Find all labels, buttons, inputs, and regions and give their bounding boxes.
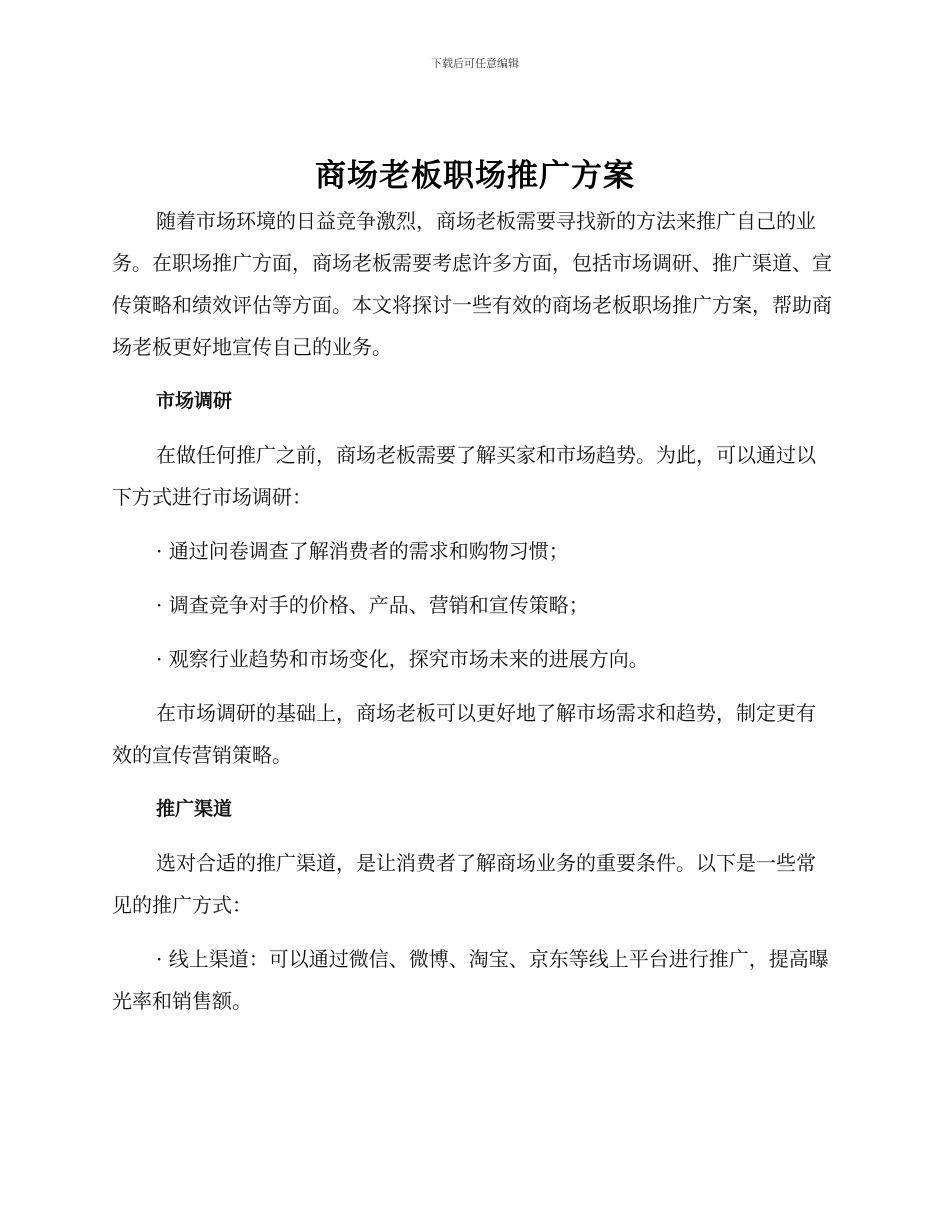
list-item: · 线上渠道：可以通过微信、微博、淘宝、京东等线上平台进行推广，提高曝光率和销售额。 xyxy=(112,947,829,1013)
header-note: 下载后可任意编辑 xyxy=(431,57,519,70)
list-item: · 调查竞争对手的价格、产品、营销和宣传策略； xyxy=(156,593,589,617)
list-item: · 通过问卷调查了解消费者的需求和购物习惯； xyxy=(156,539,569,563)
channels-intro: 选对合适的推广渠道，是让消费者了解商场业务的重要条件。以下是一些常见的推广方式： xyxy=(112,851,816,917)
market-research-conclusion: 在市场调研的基础上，商场老板可以更好地了解市场需求和趋势，制定更有效的宣传营销策略。 xyxy=(112,701,816,767)
intro-paragraph: 随着市场环境的日益竞争激烈，商场老板需要寻找新的方法来推广自己的业务。在职场推广方面，商场老板需要考虑许多方面，包括市场调研、推广渠道、宣传策略和绩效评估等方面。本文将探讨一些有效的商场老板职场推广方案，帮助商场老板更好地宣传自己的业务。 xyxy=(112,209,832,359)
market-research-intro: 在做任何推广之前，商场老板需要了解买家和市场趋势。为此，可以通过以下方式进行市场调研： xyxy=(112,443,816,509)
list-item: · 观察行业趋势和市场变化，探究市场未来的进展方向。 xyxy=(156,647,649,671)
section-heading-channels: 推广渠道 xyxy=(156,798,233,820)
document-body xyxy=(112,200,832,1022)
section-heading-market-research: 市场调研 xyxy=(156,390,233,412)
document-title: 商场老板职场推广方案 xyxy=(315,158,635,194)
